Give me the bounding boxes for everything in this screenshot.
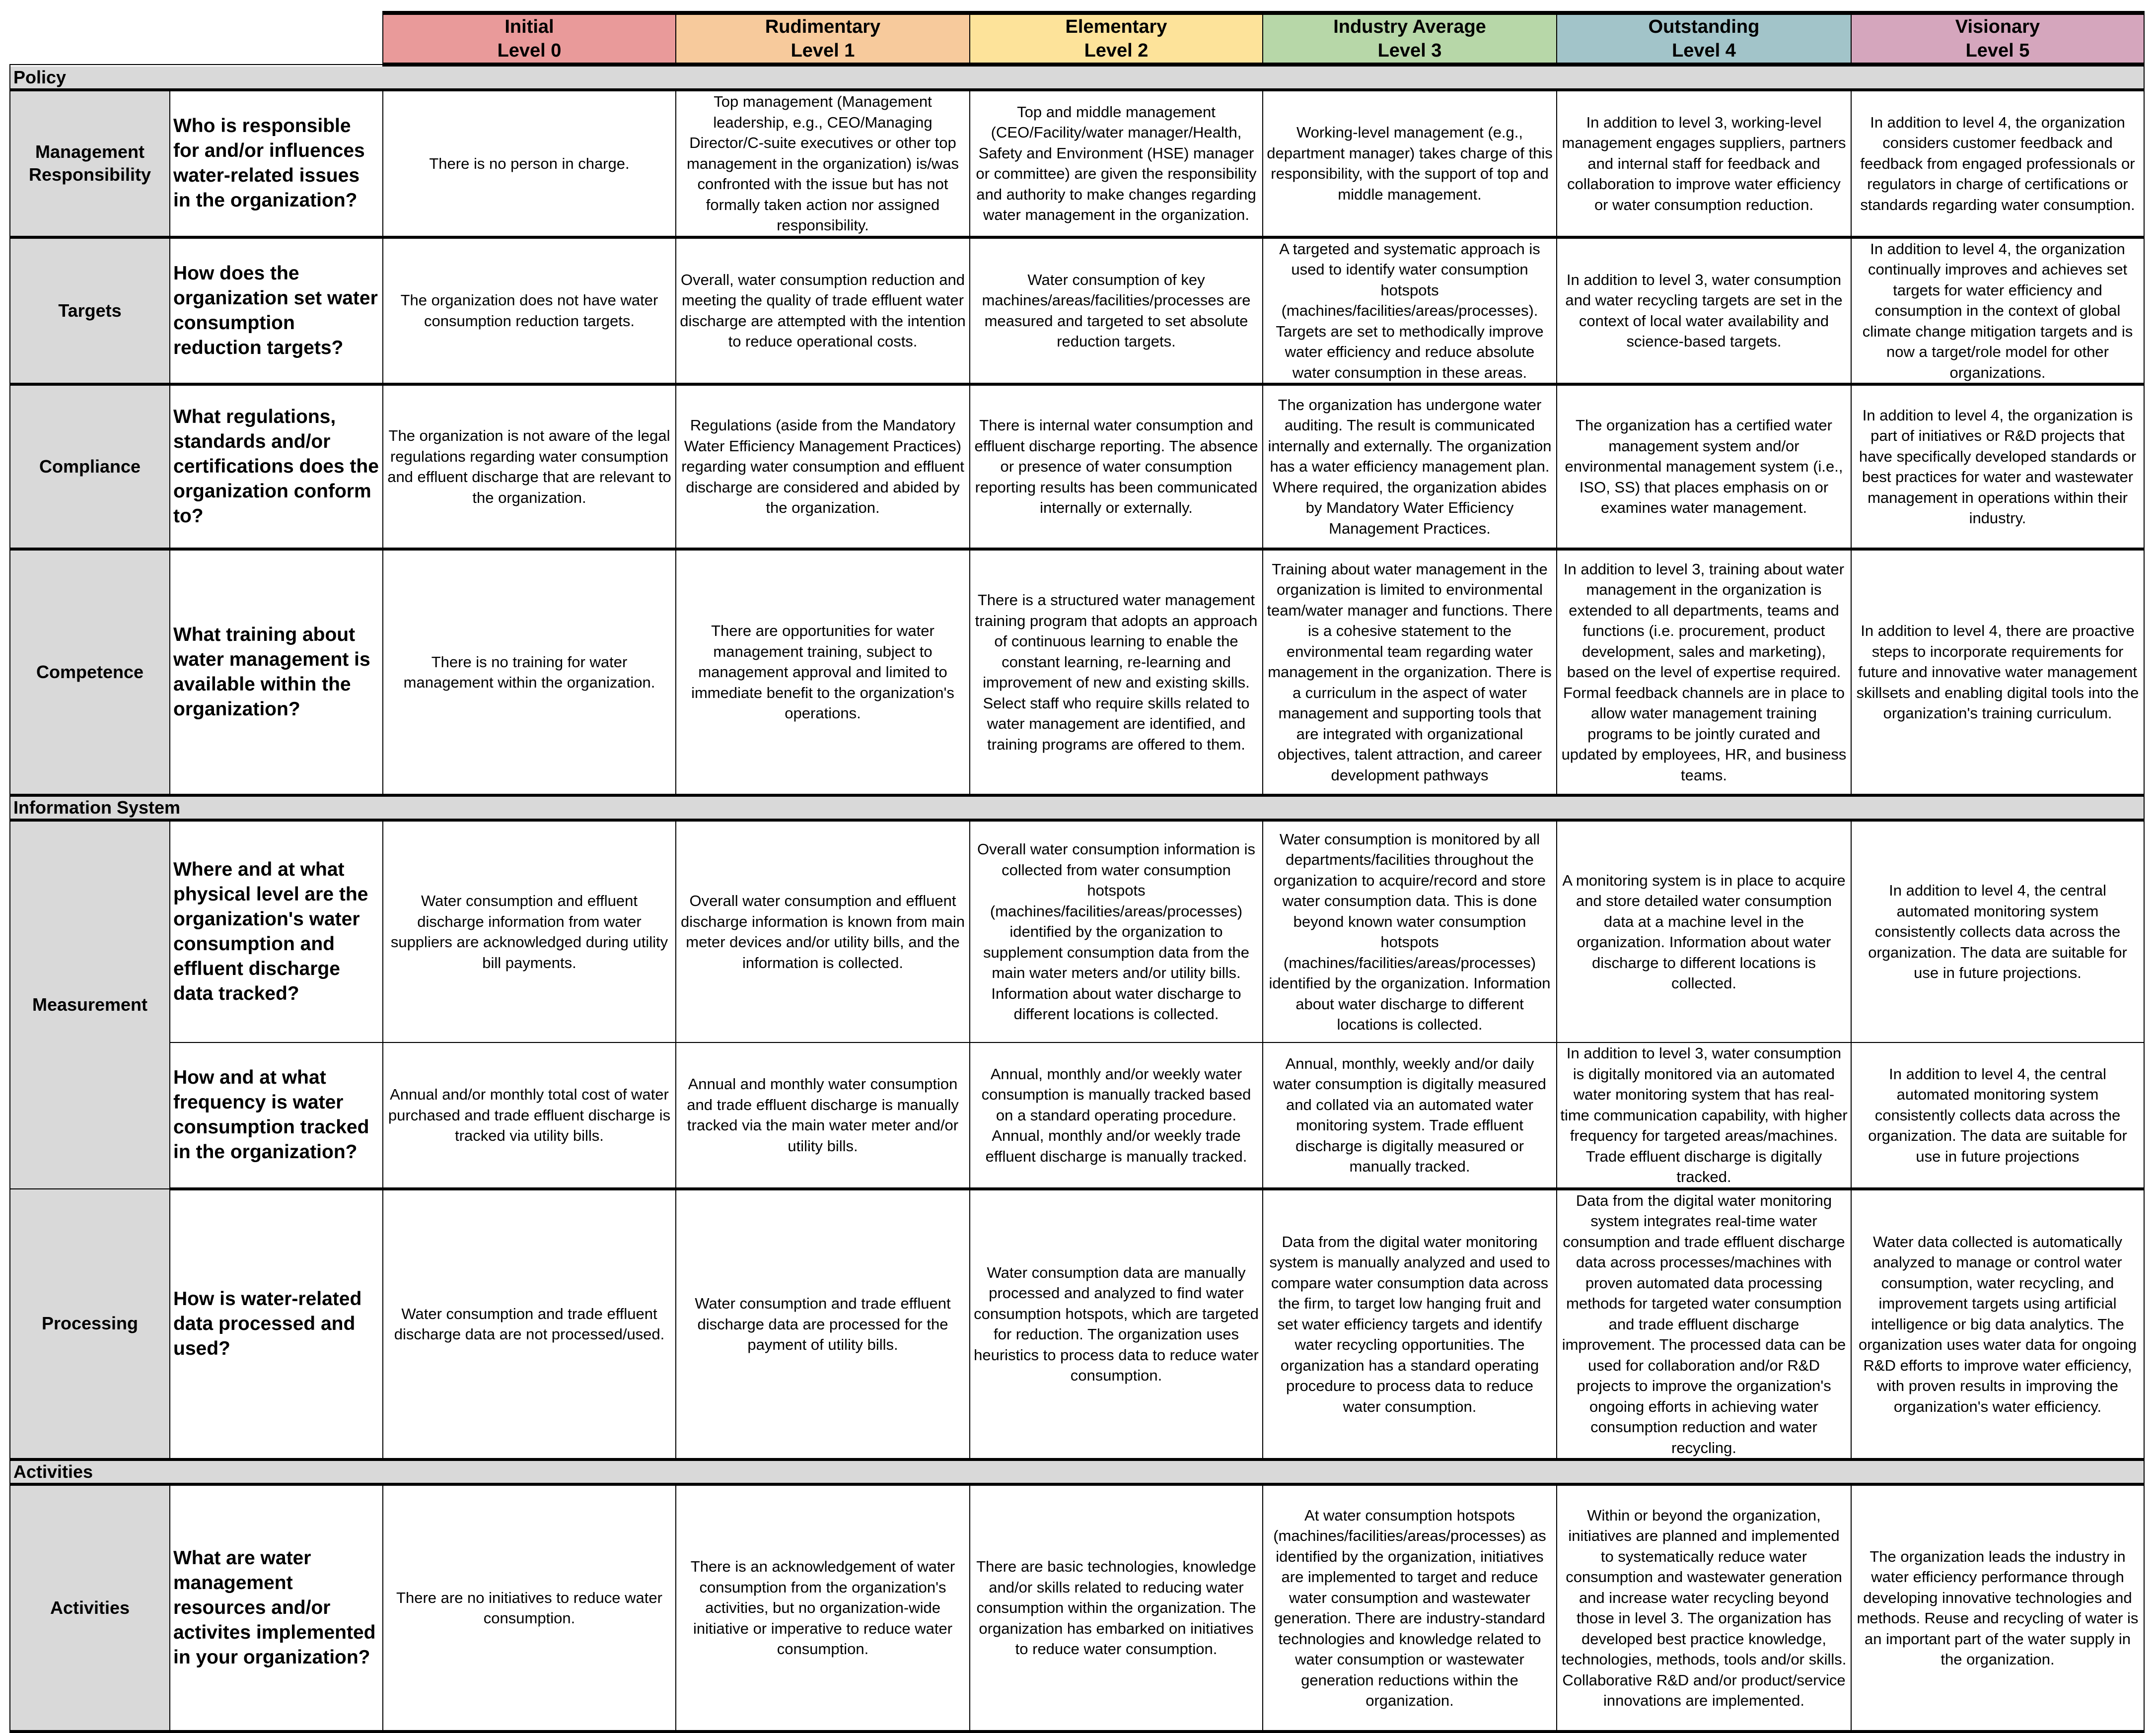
level-5-cell: In addition to level 4, the central automated monitoring system consistently collects data across the organization. The data are suitable for use in future projections [1851, 1042, 2144, 1189]
level-header-row [10, 13, 2144, 65]
question-cell: How is water-related data processed and used? [170, 1189, 383, 1460]
level-4-cell: In addition to level 3, water consumption and water recycling targets are set in the context of local water availability and science-based targets. [1557, 237, 1851, 385]
level-2-cell: Water consumption data are manually processed and analyzed to find water consumption hotspots, which are targeted for reduction. The organization uses heuristics to process data to reduce water consumption. [970, 1189, 1263, 1460]
section-title: Activities [10, 1459, 2144, 1484]
category-label: Targets [10, 237, 170, 385]
level-5-cell: The organization leads the industry in water efficiency performance through developing innovative technologies and methods. Reuse and recycling of water is an important part of the water supply in the organization. [1851, 1484, 2144, 1732]
level-header-1 [676, 13, 970, 65]
level-header-2 [970, 13, 1263, 65]
level-0-cell: The organization is not aware of the legal regulations regarding water consumption and effluent discharge that are relevant to the organization. [383, 384, 676, 549]
level-header-4 [1557, 13, 1851, 65]
level-3-cell: Working-level management (e.g., department manager) takes charge of this responsibility, with the support of top and middle management. [1263, 90, 1557, 237]
level-number: Level 2 [1084, 40, 1149, 61]
question-cell: What training about water management is available within the organization? [170, 549, 383, 795]
section-row [10, 65, 2144, 90]
category-label: Management Responsibility [10, 90, 170, 237]
level-0-cell: Water consumption and trade effluent discharge data are not processed/used. [383, 1189, 676, 1460]
level-0-cell: Water consumption and effluent discharge information from water suppliers are acknowledged during utility bill payments. [383, 820, 676, 1042]
level-2-cell: There are basic technologies, knowledge and/or skills related to reducing water consumption within the organization. The organization has embarked on initiatives to reduce water consumption. [970, 1484, 1263, 1732]
level-0-cell: Annual and/or monthly total cost of water purchased and trade effluent discharge is tracked via utility bills. [383, 1042, 676, 1189]
level-2-cell: Overall water consumption information is collected from water consumption hotspots (machines/facilities/areas/processes) identified by the organization to supplement consumption data from the main water meters and/or utility bills. Information about water discharge to different locations is collected. [970, 820, 1263, 1042]
section-title: Policy [10, 65, 2144, 90]
level-number: Level 4 [1672, 40, 1736, 61]
level-4-cell: In addition to level 3, water consumption is digitally monitored via an automated water monitoring system that has real-time communication capability, with higher frequency for targeted areas/machines. Trade effluent discharge is digitally tracked. [1557, 1042, 1851, 1189]
level-number: Level 5 [1965, 40, 2030, 61]
level-number: Level 0 [497, 40, 562, 61]
level-4-cell: In addition to level 3, training about water management in the organization is extended to all departments, teams and functions (i.e. procurement, product development, sales and marketing), based on the level of expertise required. Formal feedback channels are in place to allow water management training programs to be jointly curated and updated by employees, HR, and business teams. [1557, 549, 1851, 795]
level-5-cell: In addition to level 4, the organization continually improves and achieves set targets for water efficiency and consumption in the context of global climate change mitigation targets and is now a target/role model for other organizations. [1851, 237, 2144, 385]
level-1-cell: Annual and monthly water consumption and trade effluent discharge is manually tracked via the main water meter and/or utility bills. [676, 1042, 970, 1189]
level-2-cell: Water consumption of key machines/areas/facilities/processes are measured and targeted to set absolute reduction targets. [970, 237, 1263, 385]
level-3-cell: A targeted and systematic approach is used to identify water consumption hotspots (machines/facilities/areas/processes). Targets are set to methodically improve water efficiency and reduce absolute water consumption in these areas. [1263, 237, 1557, 385]
table-row [10, 237, 2144, 385]
level-header-5 [1851, 13, 2144, 65]
level-2-cell: Annual, monthly and/or weekly water consumption is manually tracked based on a standard operating procedure. Annual, monthly and/or weekly trade effluent discharge is manually tracked. [970, 1042, 1263, 1189]
table-row [10, 820, 2144, 1042]
question-cell: What regulations, standards and/or certifications does the organization conform to? [170, 384, 383, 549]
level-5-cell: In addition to level 4, the organization considers customer feedback and feedback from engaged professionals or regulators in charge of certifications or standards regarding water consumption. [1851, 90, 2144, 237]
category-label: Competence [10, 549, 170, 795]
level-3-cell: At water consumption hotspots (machines/facilities/areas/processes) as identified by the organization, initiatives are implemented to target and reduce water consumption and wastewater generation. There are industry-standard technologies and knowledge related to water consumption or wastewater generation reductions within the organization. [1263, 1484, 1557, 1732]
section-row [10, 1459, 2144, 1484]
level-name: Rudimentary [765, 16, 881, 37]
level-5-cell: In addition to level 4, the organization is part of initiatives or R&D projects that have specifically developed standards or best practices for water and wastewater management in operations within their industry. [1851, 384, 2144, 549]
level-header-3 [1263, 13, 1557, 65]
table-row [10, 384, 2144, 549]
table-row [10, 1189, 2144, 1460]
level-name: Elementary [1065, 16, 1167, 37]
level-5-cell: Water data collected is automatically analyzed to manage or control water consumption, water recycling, and improvement targets using artificial intelligence or big data analytics. The organization uses water data for ongoing R&D efforts to improve water efficiency, with proven results in improving the organization's water efficiency. [1851, 1189, 2144, 1460]
level-1-cell: Top management (Management leadership, e.g., CEO/Managing Director/C-suite executives or other top management in the organization) is/was confronted with the issue but has not formally taken action nor assigned responsibility. [676, 90, 970, 237]
level-1-cell: There is an acknowledgement of water consumption from the organization's activities, but no organization-wide initiative or imperative to reduce water consumption. [676, 1484, 970, 1732]
question-cell: What are water management resources and/or activites implemented in your organization? [170, 1484, 383, 1732]
level-name: Visionary [1955, 16, 2040, 37]
category-label: Measurement [10, 820, 170, 1189]
section-title: Information System [10, 795, 2144, 820]
level-0-cell: There is no training for water management within the organization. [383, 549, 676, 795]
level-5-cell: In addition to level 4, the central automated monitoring system consistently collects data across the organization. The data are suitable for use in future projections. [1851, 820, 2144, 1042]
section-row [10, 795, 2144, 820]
level-0-cell: The organization does not have water consumption reduction targets. [383, 237, 676, 385]
level-0-cell: There are no initiatives to reduce water consumption. [383, 1484, 676, 1732]
level-1-cell: Regulations (aside from the Mandatory Water Efficiency Management Practices) regarding water consumption and effluent discharge are considered and abided by the organization. [676, 384, 970, 549]
category-label: Activities [10, 1484, 170, 1732]
category-label: Processing [10, 1189, 170, 1460]
level-3-cell: Training about water management in the organization is limited to environmental team/water manager and functions. There is a cohesive statement to the environmental team regarding water management in the organization. There is a curriculum in the aspect of water management and supporting tools that are integrated with organizational objectives, talent attraction, and career development pathways [1263, 549, 1557, 795]
level-1-cell: Overall, water consumption reduction and meeting the quality of trade effluent water discharge are attempted with the intention to reduce operational costs. [676, 237, 970, 385]
level-name: Outstanding [1648, 16, 1760, 37]
table-row [10, 1484, 2144, 1732]
level-5-cell: In addition to level 4, there are proactive steps to incorporate requirements for future and innovative water management skillsets and enabling digital tools into the organization's training curriculum. [1851, 549, 2144, 795]
level-4-cell: The organization has a certified water management system and/or environmental management system (i.e., ISO, SS) that places emphasis on or examines water management. [1557, 384, 1851, 549]
level-3-cell: Data from the digital water monitoring system is manually analyzed and used to compare water consumption data across the firm, to target low hanging fruit and set water efficiency targets and identify water recycling opportunities. The organization has a standard operating procedure to process data to reduce water consumption. [1263, 1189, 1557, 1460]
level-2-cell: There is internal water consumption and effluent discharge reporting. The absence or presence of water consumption reporting results has been communicated internally or externally. [970, 384, 1263, 549]
level-1-cell: Water consumption and trade effluent discharge data are processed for the payment of utility bills. [676, 1189, 970, 1460]
question-cell: Where and at what physical level are the organization's water consumption and effluent discharge data tracked? [170, 820, 383, 1042]
level-name: Industry Average [1333, 16, 1486, 37]
question-cell: How and at what frequency is water consumption tracked in the organization? [170, 1042, 383, 1189]
level-4-cell: Data from the digital water monitoring system integrates real-time water consumption and trade effluent discharge data across processes/machines with proven automated data processing methods for targeted water consumption and trade effluent discharge improvement. The processed data can be used for collaboration and/or R&D projects to improve the organization's ongoing efforts in achieving water consumption reduction and water recycling. [1557, 1189, 1851, 1460]
level-number: Level 3 [1377, 40, 1442, 61]
water-maturity-matrix [9, 11, 2145, 1733]
table-row [10, 1042, 2144, 1189]
level-1-cell: Overall water consumption and effluent discharge information is known from main meter devices and/or utility bills, and the information is collected. [676, 820, 970, 1042]
level-name: Initial [504, 16, 554, 37]
level-2-cell: There is a structured water management training program that adopts an approach of continuous learning to enable the constant learning, re-learning and improvement of new and existing skills. Select staff who require skills related to water management are identified, and training programs are offered to them. [970, 549, 1263, 795]
level-4-cell: A monitoring system is in place to acquire and store detailed water consumption data at a machine level in the organization. Information about water discharge to different locations is collected. [1557, 820, 1851, 1042]
level-2-cell: Top and middle management (CEO/Facility/water manager/Health, Safety and Environment (HSE) manager or committee) are given the responsibility and authority to make changes regarding water management in the organization. [970, 90, 1263, 237]
level-3-cell: The organization has undergone water auditing. The result is communicated internally and externally. The organization has a water efficiency management plan. Where required, the organization abides by Mandatory Water Efficiency Management Practices. [1263, 384, 1557, 549]
table-row [10, 549, 2144, 795]
level-3-cell: Annual, monthly, weekly and/or daily water consumption is digitally measured and collated via an automated water monitoring system. Trade effluent discharge is digitally measured or manually tracked. [1263, 1042, 1557, 1189]
level-4-cell: Within or beyond the organization, initiatives are planned and implemented to systematically reduce water consumption and wastewater generation and increase water recycling beyond those in level 3. The organization has developed best practice knowledge, technologies, methods, tools and/or skills. Collaborative R&D and/or product/service innovations are implemented. [1557, 1484, 1851, 1732]
level-1-cell: There are opportunities for water management training, subject to management approval and limited to immediate benefit to the organization's operations. [676, 549, 970, 795]
question-cell: How does the organization set water consumption reduction targets? [170, 237, 383, 385]
level-header-0 [383, 13, 676, 65]
level-3-cell: Water consumption is monitored by all departments/facilities throughout the organization to acquire/record and store water consumption data. This is done beyond known water consumption hotspots (machines/facilities/areas/processes) identified by the organization. Information about water discharge to different locations is collected. [1263, 820, 1557, 1042]
header-blank [10, 13, 383, 65]
level-4-cell: In addition to level 3, working-level management engages suppliers, partners and internal staff for feedback and collaboration to improve water efficiency or water consumption reduction. [1557, 90, 1851, 237]
level-number: Level 1 [791, 40, 855, 61]
question-cell: Who is responsible for and/or influences water-related issues in the organization? [170, 90, 383, 237]
level-0-cell: There is no person in charge. [383, 90, 676, 237]
table-row [10, 90, 2144, 237]
category-label: Compliance [10, 384, 170, 549]
